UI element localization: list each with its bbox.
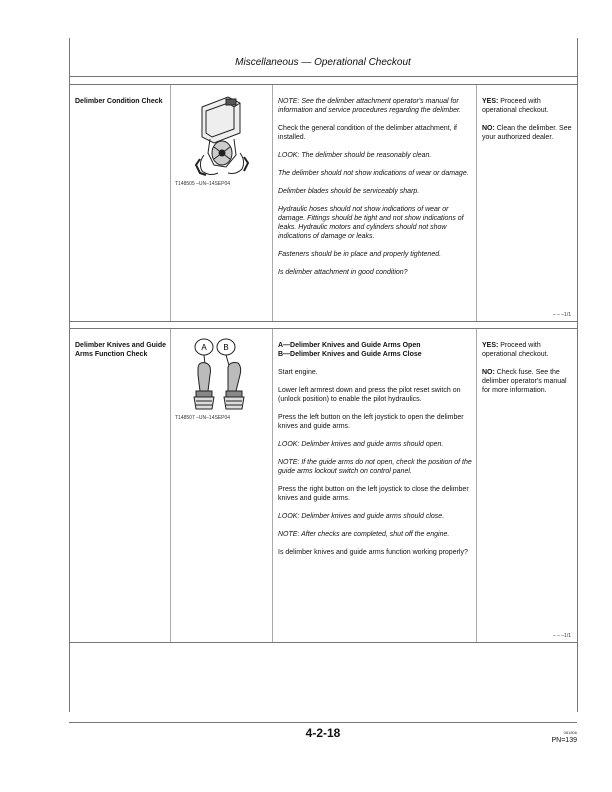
continuation-marker: – – –1/1 — [552, 312, 571, 318]
procedure-step: Start engine. — [278, 369, 318, 376]
delimber-illustration — [184, 93, 258, 179]
procedure-step: Is delimber attachment in good condition? — [278, 269, 408, 276]
legend-item: B—Delimber Knives and Guide Arms Close — [278, 351, 422, 358]
page-number: 4-2-18 — [305, 726, 341, 740]
procedure-step: LOOK: The delimber should be reasonably clean. — [278, 152, 432, 159]
no-response: NO: Clean the delimber. See your authorized dealer. — [482, 125, 572, 141]
procedure-text — [278, 97, 473, 286]
procedure-step: NOTE: After checks are completed, shut off the engine. — [278, 531, 450, 538]
figure-reference: T148505 –UN–14SEP04 — [175, 181, 231, 187]
callout-a-label: A — [201, 343, 207, 352]
procedure-step: Lower left armrest down and press the pilot reset switch on (unlock position) to enable the pilot hydraulics. — [278, 387, 461, 403]
yes-response: YES: Proceed with operational checkout. — [482, 342, 549, 358]
no-response: NO: Check fuse. See the delimber operator's manual for more information. — [482, 369, 567, 394]
section-title-column — [69, 329, 170, 642]
procedure-step: Press the left button on the left joystick to open the delimber knives and guide arms. — [278, 414, 464, 430]
response-text — [482, 341, 574, 404]
document-code: 081806 — [563, 730, 577, 735]
section-delimber-knives-function-check — [69, 328, 577, 643]
response-text — [482, 97, 574, 151]
procedure-step: Is delimber knives and guide arms function working properly? — [278, 549, 468, 556]
section-title: Delimber Condition Check — [75, 98, 163, 105]
procedure-step: Fasteners should be in place and properly tightened. — [278, 251, 442, 258]
callout-b-label: B — [223, 343, 229, 352]
procedure-step: The delimber should not show indications of wear or damage. — [278, 170, 469, 177]
footer-divider — [69, 722, 577, 723]
figure-column — [170, 329, 272, 642]
figure-reference: T148507 –UN–14SEP04 — [175, 415, 231, 421]
procedure-step: Hydraulic hoses should not show indications of wear or damage. Fittings should be tight and not show indications of leaks. Hydraulic motors and cylinders should not show indications of damage or leaks. — [278, 206, 464, 240]
procedure-step: NOTE: If the guide arms do not open, check the position of the guide arms lockout switch on control panel. — [278, 459, 472, 475]
section-delimber-condition-check — [69, 84, 577, 322]
continuation-marker: – – –1/1 — [552, 633, 571, 639]
page-index: PN=139 — [551, 737, 577, 744]
response-column — [476, 329, 577, 642]
procedure-column — [272, 329, 476, 642]
section-title: Delimber Knives and Guide Arms Function Check — [75, 342, 167, 358]
yes-response: YES: Proceed with operational checkout. — [482, 98, 549, 114]
procedure-text — [278, 341, 473, 566]
procedure-step: LOOK: Delimber knives and guide arms should open. — [278, 441, 444, 448]
procedure-step: Delimber blades should be serviceably sharp. — [278, 188, 420, 195]
procedure-step: Press the right button on the left joystick to close the delimber knives and guide arms. — [278, 486, 469, 502]
response-column — [476, 85, 577, 321]
section-title-column — [69, 85, 170, 321]
procedure-step: Check the general condition of the delimber attachment, if installed. — [278, 125, 457, 141]
legend-item: A—Delimber Knives and Guide Arms Open — [278, 342, 421, 349]
right-margin-rule — [577, 38, 578, 712]
procedure-step: NOTE: See the delimber attachment operator's manual for information and service procedures regarding the delimber. — [278, 98, 462, 114]
page-title: Miscellaneous — Operational Checkout — [235, 57, 411, 68]
procedure-column — [272, 85, 476, 321]
joystick-illustration — [184, 335, 258, 413]
figure-column — [170, 85, 272, 321]
procedure-step: LOOK: Delimber knives and guide arms should close. — [278, 513, 445, 520]
header-divider — [69, 76, 577, 77]
